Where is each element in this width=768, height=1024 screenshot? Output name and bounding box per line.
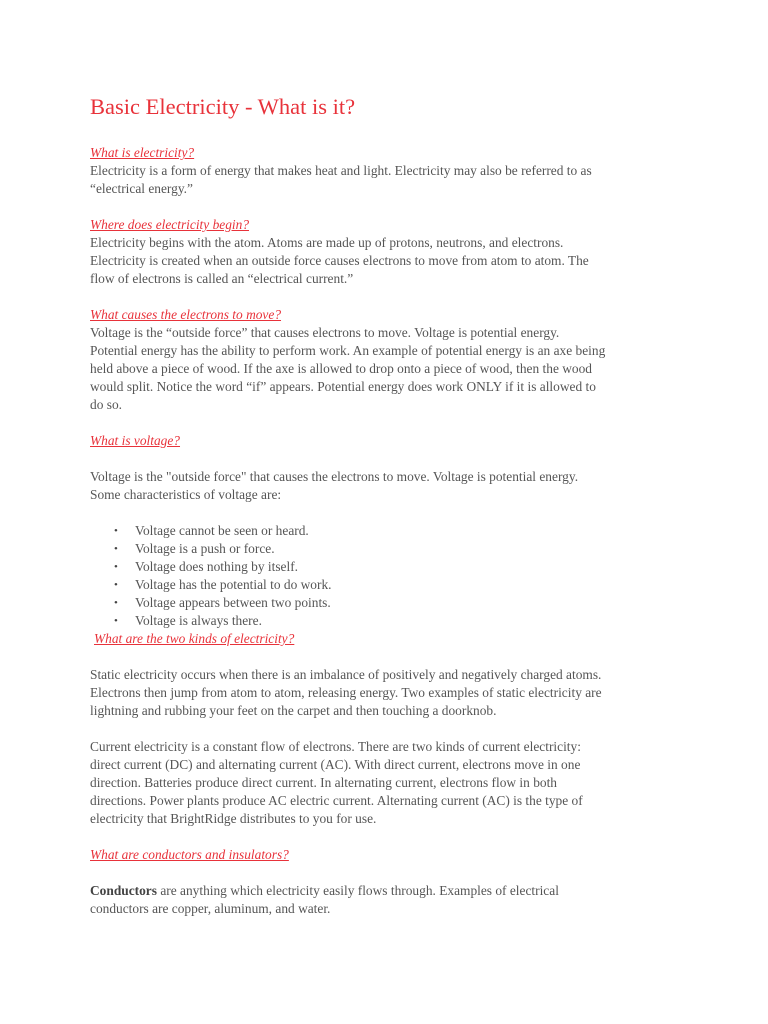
list-item: • Voltage is a push or force.	[135, 540, 690, 558]
list-item: • Voltage does nothing by itself.	[135, 558, 690, 576]
question-two-kinds-of-electricity: What are the two kinds of electricity?	[94, 631, 295, 646]
paragraph-line: “electrical energy.”	[90, 181, 193, 196]
question-conductors-and-insulators: What are conductors and insulators?	[90, 847, 289, 862]
paragraph-line: held above a piece of wood. If the axe is allowed to drop onto a piece of wood, then the wood	[90, 361, 592, 376]
paragraph-line: Voltage is the "outside force" that causes the electrons to move. Voltage is potential energy.	[90, 469, 579, 484]
paragraph-line: would split. Notice the word “if” appears. Potential energy does work ONLY if it is allowed to	[90, 379, 596, 394]
paragraph-line: electricity that BrightRidge distributes to you for use.	[90, 811, 377, 826]
question-what-causes-electrons-to-move: What causes the electrons to move?	[90, 307, 282, 322]
page-title: Basic Electricity - What is it?	[90, 94, 356, 119]
paragraph-line: direction. Batteries produce direct current. In alternating current, electrons flow in both	[90, 775, 558, 790]
paragraph-line: Electrons then jump from atom to atom, releasing energy. Two examples of static electricity are	[90, 685, 602, 700]
question-where-does-electricity-begin: Where does electricity begin?	[90, 217, 250, 232]
list-item: • Voltage appears between two points.	[135, 594, 690, 612]
paragraph-line: flow of electrons is called an “electrical current.”	[90, 271, 354, 286]
list-item: • Voltage is always there.	[135, 612, 690, 630]
voltage-characteristics-list	[90, 522, 690, 630]
paragraph-line: Electricity is a form of energy that makes heat and light. Electricity may also be referred to as	[90, 163, 592, 178]
paragraph-line: directions. Power plants produce AC electric current. Alternating current (AC) is the type of	[90, 793, 583, 808]
paragraph-line: Current electricity is a constant flow of electrons. There are two kinds of current electricity:	[90, 739, 581, 754]
paragraph-line: Static electricity occurs when there is an imbalance of positively and negatively charged atoms.	[90, 667, 602, 682]
paragraph-line: Some characteristics of voltage are:	[90, 487, 282, 502]
paragraph-line: Voltage is the “outside force” that causes electrons to move. Voltage is potential energy.	[90, 325, 560, 340]
paragraph-line: direct current (DC) and alternating current (AC). With direct current, electrons move in one	[90, 757, 581, 772]
term-conductors: Conductors	[90, 883, 157, 898]
paragraph-line: Electricity begins with the atom. Atoms are made up of protons, neutrons, and electrons.	[90, 235, 564, 250]
question-what-is-voltage: What is voltage?	[90, 433, 181, 448]
list-item: • Voltage cannot be seen or heard.	[135, 522, 690, 540]
paragraph-line	[90, 882, 690, 900]
paragraph-line: Potential energy has the ability to perform work. An example of potential energy is an axe being	[90, 343, 606, 358]
paragraph-line: lightning and rubbing your feet on the carpet and then touching a doorknob.	[90, 703, 497, 718]
question-what-is-electricity: What is electricity?	[90, 145, 195, 160]
list-item: • Voltage has the potential to do work.	[135, 576, 690, 594]
paragraph-line: conductors are copper, aluminum, and water.	[90, 901, 331, 916]
paragraph-line: Electricity is created when an outside force causes electrons to move from atom to atom. The	[90, 253, 589, 268]
paragraph-line: do so.	[90, 397, 122, 412]
term-definition: are anything which electricity easily flows through. Examples of electrical	[156, 883, 559, 898]
document-content	[90, 92, 690, 918]
